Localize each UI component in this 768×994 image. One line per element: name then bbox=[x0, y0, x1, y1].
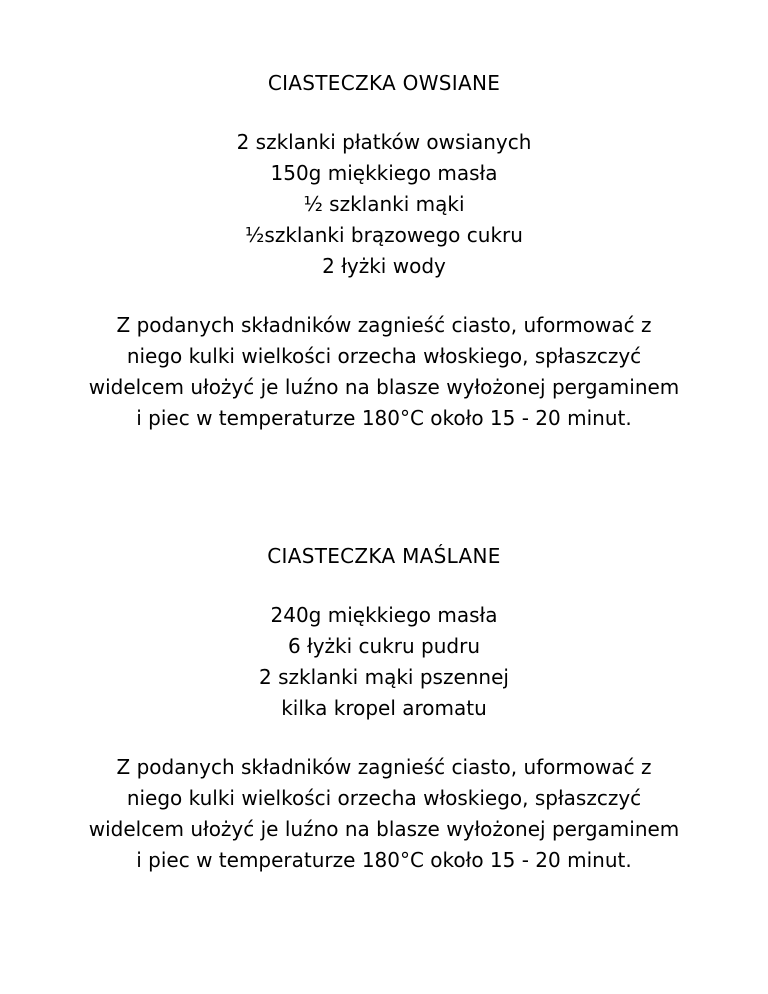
recipe-butter-cookies bbox=[40, 541, 728, 876]
ingredient-list bbox=[40, 127, 728, 282]
ingredient-item: kilka kropel aromatu bbox=[281, 696, 487, 720]
recipe-instructions bbox=[40, 310, 728, 434]
ingredient-item: 240g miękkiego masła bbox=[270, 603, 498, 627]
recipe-instructions bbox=[40, 752, 728, 876]
ingredient-item: ½ szklanki mąki bbox=[303, 192, 465, 216]
instruction-line: widelcem ułożyć je luźno na blasze wyłożonej pergaminem bbox=[88, 817, 680, 841]
ingredient-list bbox=[40, 600, 728, 724]
ingredient-item: 2 szklanki płatków owsianych bbox=[236, 130, 532, 154]
instruction-line: i piec w temperaturze 180°C około 15 - 20 minut. bbox=[136, 848, 632, 872]
recipe-oatmeal-cookies bbox=[40, 68, 728, 434]
ingredient-item: 2 łyżki wody bbox=[322, 254, 446, 278]
instruction-line: i piec w temperaturze 180°C około 15 - 20 minut. bbox=[136, 406, 632, 430]
ingredient-item: 2 szklanki mąki pszennej bbox=[259, 665, 509, 689]
instruction-line: niego kulki wielkości orzecha włoskiego, spłaszczyć bbox=[126, 344, 642, 368]
ingredient-item: ½szklanki brązowego cukru bbox=[245, 223, 523, 247]
instruction-line: niego kulki wielkości orzecha włoskiego, spłaszczyć bbox=[126, 786, 642, 810]
instruction-line: Z podanych składników zagnieść ciasto, uformować z bbox=[116, 313, 652, 337]
instruction-line: Z podanych składników zagnieść ciasto, uformować z bbox=[116, 755, 652, 779]
ingredient-item: 150g miękkiego masła bbox=[270, 161, 498, 185]
recipe-title: CIASTECZKA OWSIANE bbox=[267, 71, 501, 95]
ingredient-item: 6 łyżki cukru pudru bbox=[287, 634, 481, 658]
instruction-line: widelcem ułożyć je luźno na blasze wyłożonej pergaminem bbox=[88, 375, 680, 399]
recipe-title: CIASTECZKA MAŚLANE bbox=[267, 544, 501, 568]
